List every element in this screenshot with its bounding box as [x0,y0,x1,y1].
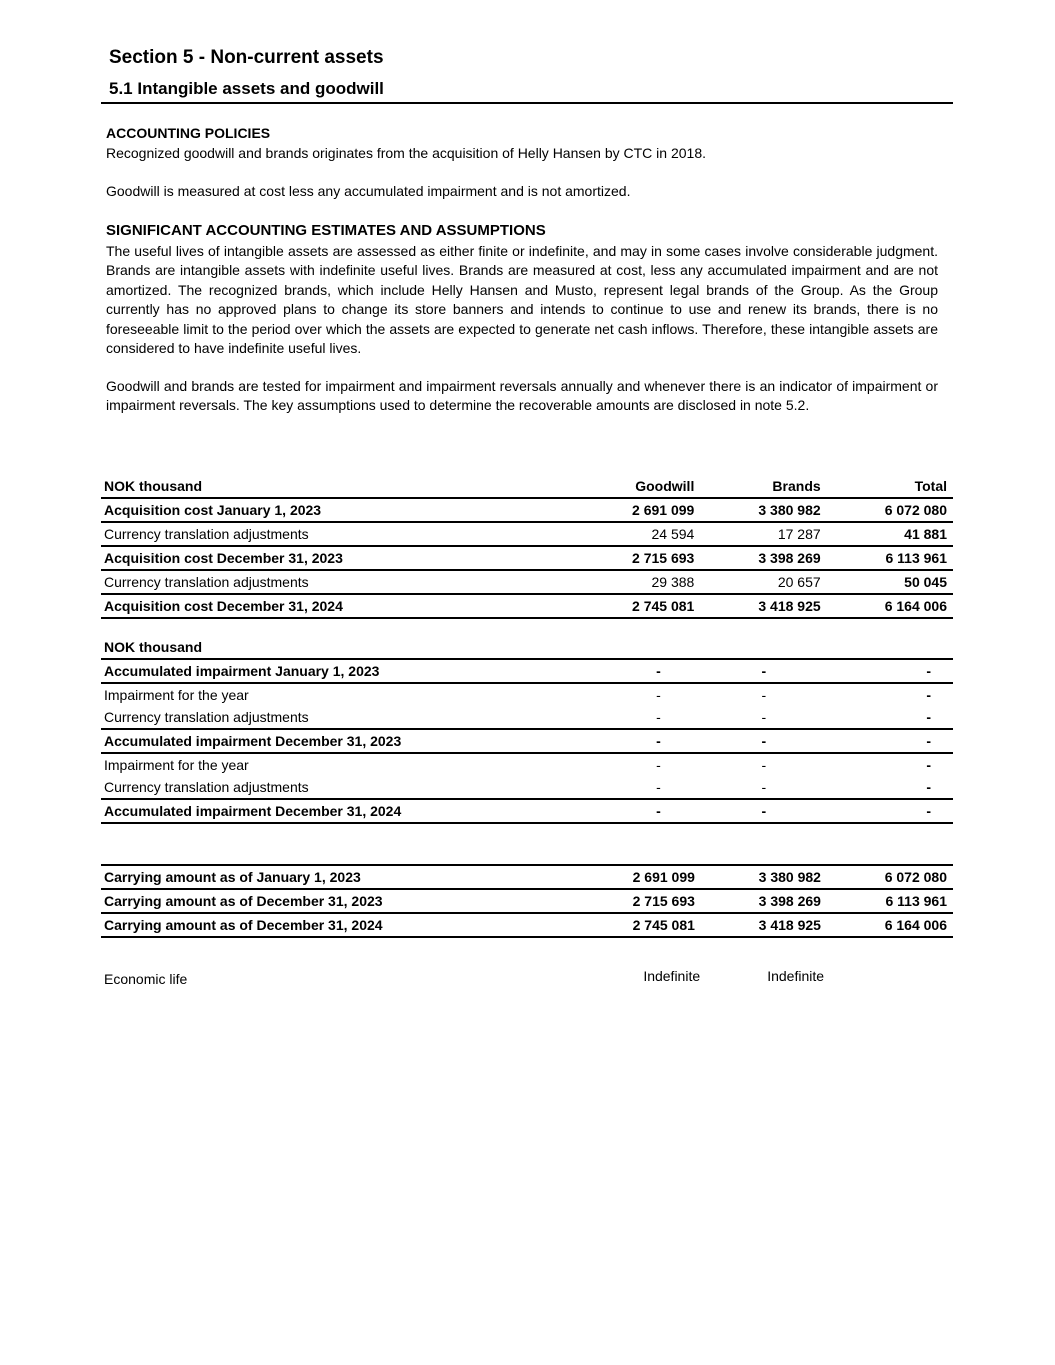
brands-value: - [703,729,828,753]
table-row [101,522,953,546]
goodwill-value: 2 745 081 [613,913,701,937]
total-value: - [828,753,953,776]
economic-life-row [101,962,953,990]
goodwill-value: - [617,799,703,823]
brands-value: 3 398 269 [700,546,826,570]
row-label: Currency translation adjustments [104,709,309,725]
row-label: Accumulated impairment January 1, 2023 [101,659,617,683]
row-label: Currency translation adjustments [101,570,612,594]
table-header-row [101,475,953,498]
goodwill-value: 2 691 099 [612,498,700,522]
brands-value: 3 380 982 [700,498,826,522]
accounting-policies-para-1: Recognized goodwill and brands originates from the acquisition of Helly Hansen by CTC in 2018. [106,145,706,161]
goodwill-value: - [617,683,703,706]
section-title: Section 5 - Non-current assets [109,47,384,68]
table-row [101,706,953,729]
goodwill-value: - [617,753,703,776]
table-row [101,753,953,776]
row-label: Impairment for the year [101,683,617,706]
table-row [101,659,953,683]
table-row [101,570,953,594]
brands-value: - [703,753,828,776]
accounting-policies-heading: ACCOUNTING POLICIES [106,125,271,141]
estimates-para-1: The useful lives of intangible assets are assessed as either finite or indefinite, and may in some cases involve considerable judgment. Brands are intangible assets with indefinite useful lives. Brands are measured at cost, less any accumulated impairment and are not amortized. The recognized brands, which include Helly Hansen and Musto, represent legal brands of the Group. As the Group currently has no approved plans to change its store banners and intends to continue to use and renew its brands, there is no foreseeable limit to the period over which the assets are expected to generate net cash inflows. Therefore, these intangible assets are considered to have indefinite useful lives. [106,243,938,357]
total-value: 50 045 [827,570,953,594]
brands-value: 17 287 [700,522,826,546]
acquisition-cost-table [101,475,953,619]
goodwill-value: 2 691 099 [613,865,701,889]
brands-value: - [703,799,828,823]
table-row [101,962,953,990]
table-row [101,889,953,913]
brands-value: - [761,779,767,795]
goodwill-value: 2 745 081 [612,594,700,618]
table-row [101,498,953,522]
estimates-para-2: Goodwill and brands are tested for impairment and impairment reversals annually and whenever there is an indicator of impairment or impairment reversals. The key assumptions used to determine the recoverable amounts are disclosed in note 5.2. [106,378,938,414]
row-label: Accumulated impairment December 31, 2023 [101,729,617,753]
table-row [101,594,953,618]
column-header-total: Total [914,478,947,494]
row-label: Accumulated impairment December 31, 2024 [101,799,617,823]
total-value: - [926,779,931,795]
brands-value: - [761,709,767,725]
brands-value: 20 657 [700,570,826,594]
goodwill-value: 29 388 [612,570,700,594]
brands-value: 3 398 269 [701,889,827,913]
brands-value: - [703,659,828,683]
brands-value: 3 418 925 [701,913,827,937]
total-value: 6 072 080 [827,498,953,522]
total-value: 6 164 006 [827,594,953,618]
row-label: Currency translation adjustments [104,779,309,795]
row-label: Acquisition cost January 1, 2023 [101,498,612,522]
table-row [101,683,953,706]
total-value: - [828,799,953,823]
row-label: Acquisition cost December 31, 2023 [101,546,612,570]
subsection-title: 5.1 Intangible assets and goodwill [109,79,384,98]
goodwill-value: Indefinite [643,968,701,984]
total-value: - [828,659,953,683]
table-row [101,799,953,823]
total-value: 6 072 080 [827,865,953,889]
total-value: 41 881 [827,522,953,546]
accumulated-impairment-table [101,636,953,824]
column-header-brands: Brands [772,478,821,494]
goodwill-value: 2 715 693 [612,546,700,570]
total-value: 6 113 961 [827,546,953,570]
column-header-label: NOK thousand [104,639,202,655]
table-row [101,729,953,753]
table-row [101,865,953,889]
column-header-label: NOK thousand [104,478,202,494]
estimates-heading: SIGNIFICANT ACCOUNTING ESTIMATES AND ASSUMPTIONS [106,222,546,239]
row-label: Carrying amount as of December 31, 2024 [101,913,613,937]
accounting-policies-para-2: Goodwill is measured at cost less any accumulated impairment and is not amortized. [106,183,631,199]
brands-value: 3 380 982 [701,865,827,889]
brands-value: 3 418 925 [700,594,826,618]
goodwill-value: - [656,709,661,725]
total-value: 6 164 006 [827,913,953,937]
row-label: Economic life [104,971,188,987]
table-row [101,913,953,937]
row-label: Acquisition cost December 31, 2024 [101,594,612,618]
brands-value: Indefinite [767,968,825,984]
goodwill-value: 2 715 693 [613,889,701,913]
row-label: Carrying amount as of January 1, 2023 [101,865,613,889]
total-value: - [926,709,931,725]
carrying-amount-table [101,864,953,938]
total-value: - [828,683,953,706]
row-label: Carrying amount as of December 31, 2023 [101,889,613,913]
goodwill-value: - [656,779,661,795]
total-value: 6 113 961 [827,889,953,913]
row-label: Currency translation adjustments [101,522,612,546]
goodwill-value: - [617,729,703,753]
total-value: - [828,729,953,753]
header-divider [101,102,953,104]
table-row [101,776,953,799]
goodwill-value: 24 594 [612,522,700,546]
goodwill-value: - [617,659,703,683]
brands-value: - [703,683,828,706]
table-header-row [101,636,953,659]
table-row [101,546,953,570]
column-header-goodwill: Goodwill [635,478,695,494]
row-label: Impairment for the year [101,753,617,776]
